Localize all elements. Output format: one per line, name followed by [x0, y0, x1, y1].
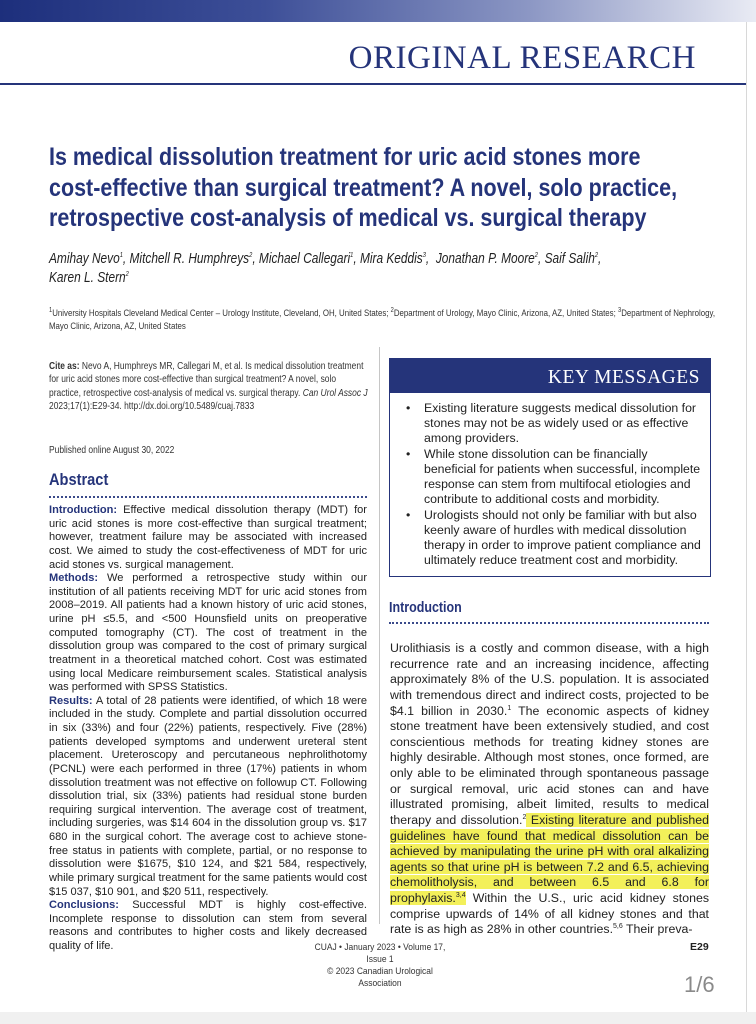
body-text: Within the U.S., uric acid kidney stones comprise upwards of 14% of all kidney stones and that rate is as high as 28% in other countries. [390, 891, 709, 937]
reference-marker: 1 [507, 704, 512, 712]
key-message-text: While stone dissolution can be financially beneficial for patients when successful, incomplete response can stem from multifocal etiologies and contribute to additional costs and morbidity. [424, 447, 701, 506]
abstract-introduction [49, 504, 367, 572]
key-message-text: Existing literature suggests medical dissolution for stones may not be as widely used or as effective among providers. [424, 401, 697, 445]
published-date: Published online August 30, 2022 [49, 445, 175, 456]
body-text: The economic aspects of kidney stone treatment have been extensively studied, and cost conscientious methods for treating kidney stones are highly desirable. Although most stones, once formed, are only able to be eliminated through spontaneous passage or surgical removal, uric acid stones can and have illustrated promising, albeit limited, results to medical therapy and dissolution. [390, 703, 710, 827]
bullet-icon: • [406, 447, 411, 461]
title-line: Is medical dissolution treatment for uric acid stones more [49, 143, 641, 171]
article-title [49, 142, 703, 234]
citation-doi[interactable]: 2023;17(1):E29-34. http://dx.doi.org/10.5489/cuaj.7833 [49, 400, 255, 412]
abstract-results [49, 695, 367, 899]
abstract-text: We performed a retrospective study within our institution of all patients receiving MDT for uric acid stones from 2008–2019. All patients had a known history of uric acid stones, urine pH ≤5.5, and <500 Hounsfield units on preoperative computed tomography (CT). The cost of treatment in the dissolution group was compared to the cost of primary surgical treatment in a theoretical matched cohort. Cost was estimated using local Medicare reimbursement scales. Statistical analysis was performed with SPSS Statistics. [49, 572, 367, 694]
header-band [0, 0, 756, 22]
affiliation-number: 1 [49, 306, 53, 314]
title-line: retrospective cost-analysis of medical vs. surgical therapy [49, 204, 647, 232]
author-name: Karen L. Stern [49, 270, 126, 286]
author-affiliation: 2 [125, 271, 129, 279]
author-affiliation: 1 [119, 252, 123, 260]
footer-journal-line: CUAJ • January 2023 • Volume 17, Issue 1 [314, 941, 446, 964]
abstract-body [49, 504, 367, 954]
body-text: Urolithiasis is a costly and common disease, with a high recurrence rate and an increasing incidence, affecting approximately 8% of the U.S. population. It is associated with tremendous direct and indirect costs, projected to be $4.1 billion in 2030. [390, 641, 709, 718]
reference-marker: 5,6 [613, 923, 623, 931]
footer-copyright: © 2023 Canadian Urological Association [327, 965, 433, 988]
citation-label: Cite as: [49, 361, 80, 372]
author-affiliation: 2 [594, 252, 599, 260]
author-name: Saif Salih [544, 251, 595, 267]
author-name: Mira Keddis [359, 251, 423, 267]
abstract-divider [49, 496, 367, 498]
abstract-label: Introduction: [49, 504, 118, 516]
author-list: Amihay Nevo$^1$, Mitchell R. Humphreys$^2$, Michael Callegari$^1$, Mira Keddis$^3$, Jonathan P. Moore$^2$, Saif Salih$^2$, Karen L. Stern$^2$ [49, 251, 602, 286]
citation-journal: Can Urol Assoc J [302, 387, 368, 399]
abstract-heading: Abstract [49, 470, 109, 489]
section-label: ORIGINAL RESEARCH [348, 40, 696, 76]
viewer-bottom [0, 1012, 756, 1024]
author-affiliation: 1 [350, 252, 354, 260]
key-message-item [402, 447, 702, 507]
abstract-label: Conclusions: [49, 899, 119, 912]
abstract-label: Results: [49, 694, 93, 707]
bullet-icon: • [406, 508, 411, 522]
page-number: E29 [690, 941, 709, 953]
title-line: cost-effective than surgical treatment? A novel, solo practice, [49, 173, 678, 202]
author-affiliation: 2 [534, 252, 538, 260]
affiliation-text: Department of Urology, Mayo Clinic, Arizona, AZ, United States; [393, 308, 619, 319]
affiliation-number: 3 [618, 306, 622, 314]
abstract-label: Methods: [49, 572, 99, 585]
reference-marker: 2 [522, 813, 527, 821]
affiliation-text: Department of Nephrology, Mayo Clinic, Arizona, AZ, United States [49, 308, 716, 332]
bullet-icon: • [406, 401, 411, 415]
reference-marker: 3,4 [455, 891, 466, 899]
key-message-text: Urologists should not only be familiar with but also keenly aware of hurdles with medical dissolution therapy in order to improve patient compliance and ultimately reduce treatment cost and morbidity. [424, 508, 701, 567]
author-affiliation: 3 [422, 252, 426, 260]
author-name: Mitchell R. Humphreys [129, 251, 250, 267]
affiliation-number: 2 [390, 306, 394, 314]
abstract-text: Successful MDT is highly cost-effective. Incomplete response to dissolution can stem from several reasons and contributes to higher costs and likely decreased quality of life. [49, 899, 367, 952]
header-rule [0, 83, 746, 85]
abstract-text: Effective medical dissolution therapy (MDT) for uric acid stones is more cost-effective than surgical treatment; however, treatment failure may be associated with increased cost. We aimed to study the cost-effectiveness of MDT for uric acid stones vs. surgical management. [49, 504, 367, 571]
citation [49, 360, 369, 413]
key-messages-list [402, 401, 702, 569]
abstract-text: A total of 28 patients were identified, of which 18 were included in the study. Complete and partial dissolution occurred in six (33%) and four (22%) patients, respectively. Five (28%) patients developed symptoms and underwent ureteral stent placement. Ureteroscopy and percutaneous nephrolithotomy (PCNL) were each performed in three (17%) patients in whom dissolution treatment was not effective on followup CT. Following dissolution trial, six (33%) patients had residual stone burden requiring surgical intervention. The average cost of treatment, including surgeries, was $14 604 in the dissolution group vs. $17 680 in the surgical cohort. The average cost to achieve stone-free status in patients with complete, partial, or no response to dissolution were $1675, $10 124, and $21 584, respectively, while primary surgical treatment for the same patients would cost $15 037, $10 901, and $20 511, respectively. [49, 694, 367, 898]
key-messages-heading: KEY MESSAGES [390, 359, 710, 393]
author-affiliation: 2 [249, 252, 253, 260]
introduction-divider [389, 622, 709, 624]
affiliations [49, 307, 730, 333]
page-indicator: 1/6 [684, 972, 715, 997]
key-messages-box [389, 358, 711, 577]
author-name: Jonathan P. Moore [435, 251, 535, 267]
author-name: Amihay Nevo [49, 251, 120, 267]
page-footer [308, 941, 452, 989]
key-message-item [402, 508, 702, 568]
key-message-item [402, 401, 702, 446]
introduction-body [390, 641, 709, 938]
citation-text: Nevo A, Humphreys MR, Callegari M, et al. Is medical dissolution treatment for uric acid stones more cost-effective than surgical treatment? A novel, solo practice, retrospective cost-analysis of medical vs. surgical therapy. [49, 361, 364, 399]
column-divider [379, 347, 380, 924]
abstract-methods [49, 572, 367, 695]
highlighted-sentence: Existing literature and published guidelines have found that medical dissolution can be achieved by manipulating the urine pH with oral alkalizing agents so that urine pH is between 7.2 and 6.5, achieving chemolitholysis, and between 6.5 and 6.8 for prophylaxis. [390, 812, 709, 905]
author-name: Michael Callegari [258, 251, 351, 267]
affiliation-text: University Hospitals Cleveland Medical Center – Urology Institute, Cleveland, OH, United States; [52, 308, 391, 319]
introduction-heading: Introduction [389, 600, 462, 616]
body-text: Their preva- [622, 922, 693, 937]
